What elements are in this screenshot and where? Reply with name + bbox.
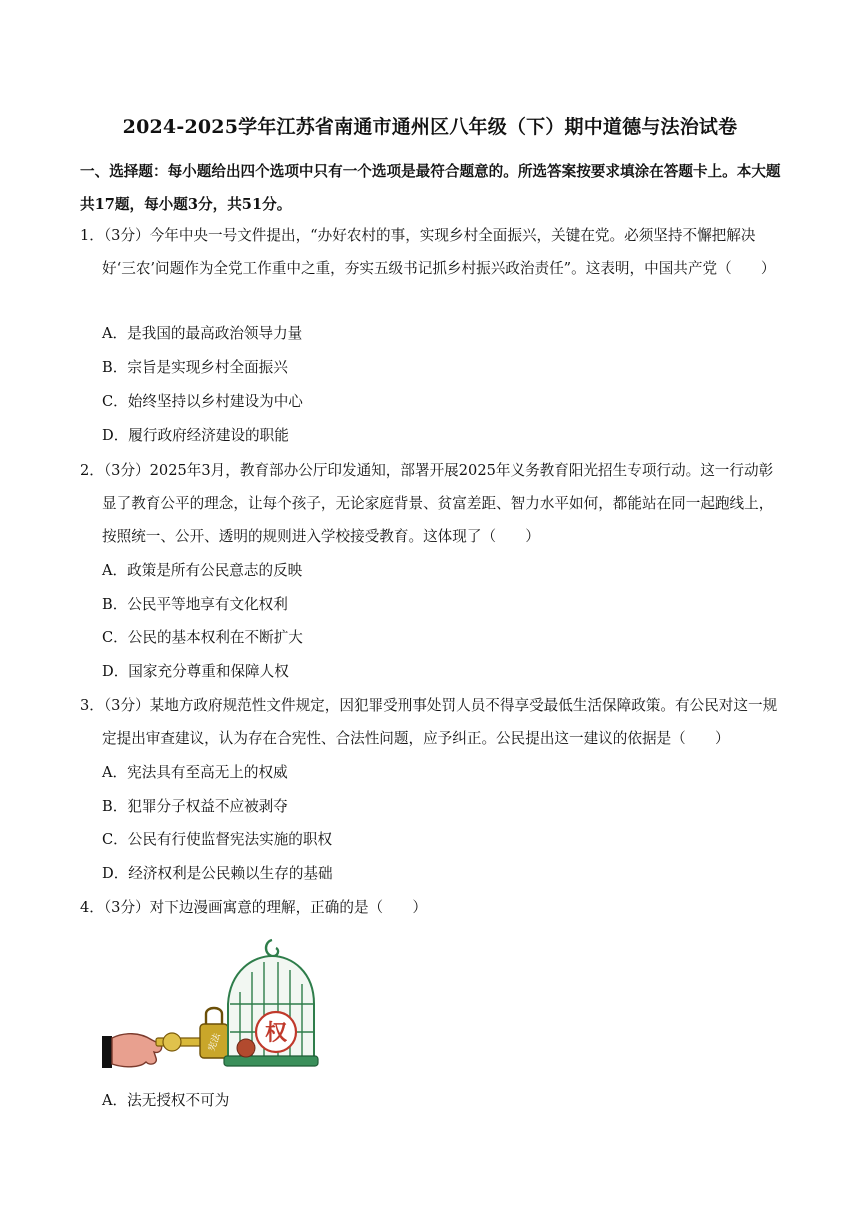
question-3-text: 3．（3分）某地方政府规范性文件规定，因犯罪受刑事处罚人员不得享受最低生活保障政策。有公民对这一规定提出审查建议，认为存在合宪性、合法性问题，应予纠正。公民提出这一建议的依据是（ ） (80, 697, 778, 747)
key-bow (163, 1033, 181, 1051)
q1-option-a: A．是我国的最高政治领导力量 (102, 325, 303, 342)
power-character: 权 (264, 1021, 288, 1046)
padlock-label: 宪法 (207, 1032, 223, 1053)
q3-option-d: D．经济权利是公民赖以生存的基础 (102, 865, 333, 882)
question-4-text: 4．（3分）对下边漫画寓意的理解，正确的是（ ） (80, 899, 427, 916)
q2-option-a: A．政策是所有公民意志的反映 (102, 562, 303, 579)
cartoon-illustration (100, 932, 330, 1078)
q3-option-b: B．犯罪分子权益不应被剥夺 (102, 798, 288, 815)
question-1-text: 1．（3分）今年中央一号文件提出，“办好农村的事，实现乡村全面振兴，关键在党。必须坚持不懈把解决好‘三农’问题作为全党工作重中之重，夯实五级书记抓乡村振兴政治责任”。这表明，中国共产党（ ） (80, 227, 776, 277)
q1-option-c: C．始终坚持以乡村建设为中心 (102, 393, 303, 410)
cage-weight (237, 1039, 255, 1057)
q3-option-c: C．公民有行使监督宪法实施的职权 (102, 831, 333, 848)
page-title: 2024-2025学年江苏省南通市通州区八年级（下）期中道德与法治试卷 (122, 116, 738, 138)
q4-option-a: A．法无授权不可为 (102, 1092, 230, 1109)
q1-option-b: B．宗旨是实现乡村全面振兴 (102, 359, 288, 376)
q2-option-c: C．公民的基本权利在不断扩大 (102, 629, 303, 646)
padlock-shackle (206, 1008, 222, 1024)
sleeve-cuff (102, 1036, 112, 1068)
q2-option-b: B．公民平等地享有文化权利 (102, 596, 288, 613)
section-heading: 一、选择题：每小题给出四个选项中只有一个选项是最符合题意的。所选答案按要求填涂在答题卡上。本大题共17题，每小题3分，共51分。 (80, 163, 781, 213)
cage-hook (266, 940, 278, 956)
q1-option-d: D．履行政府经济建设的职能 (102, 427, 289, 444)
question-2-text: 2．（3分）2025年3月，教育部办公厅印发通知，部署开展2025年义务教育阳光招生专项行动。这一行动彰显了教育公平的理念，让每个孩子，无论家庭背景、贫富差距、智力水平如何，都能站在同一起跑线上，按照统一、公开、透明的规则进入学校接受教育。这体现了（ ） (80, 462, 774, 545)
hand (112, 1034, 162, 1067)
cage-base (224, 1056, 318, 1066)
q2-option-d: D．国家充分尊重和保障人权 (102, 663, 289, 680)
q3-option-a: A．宪法具有至高无上的权威 (102, 764, 288, 781)
